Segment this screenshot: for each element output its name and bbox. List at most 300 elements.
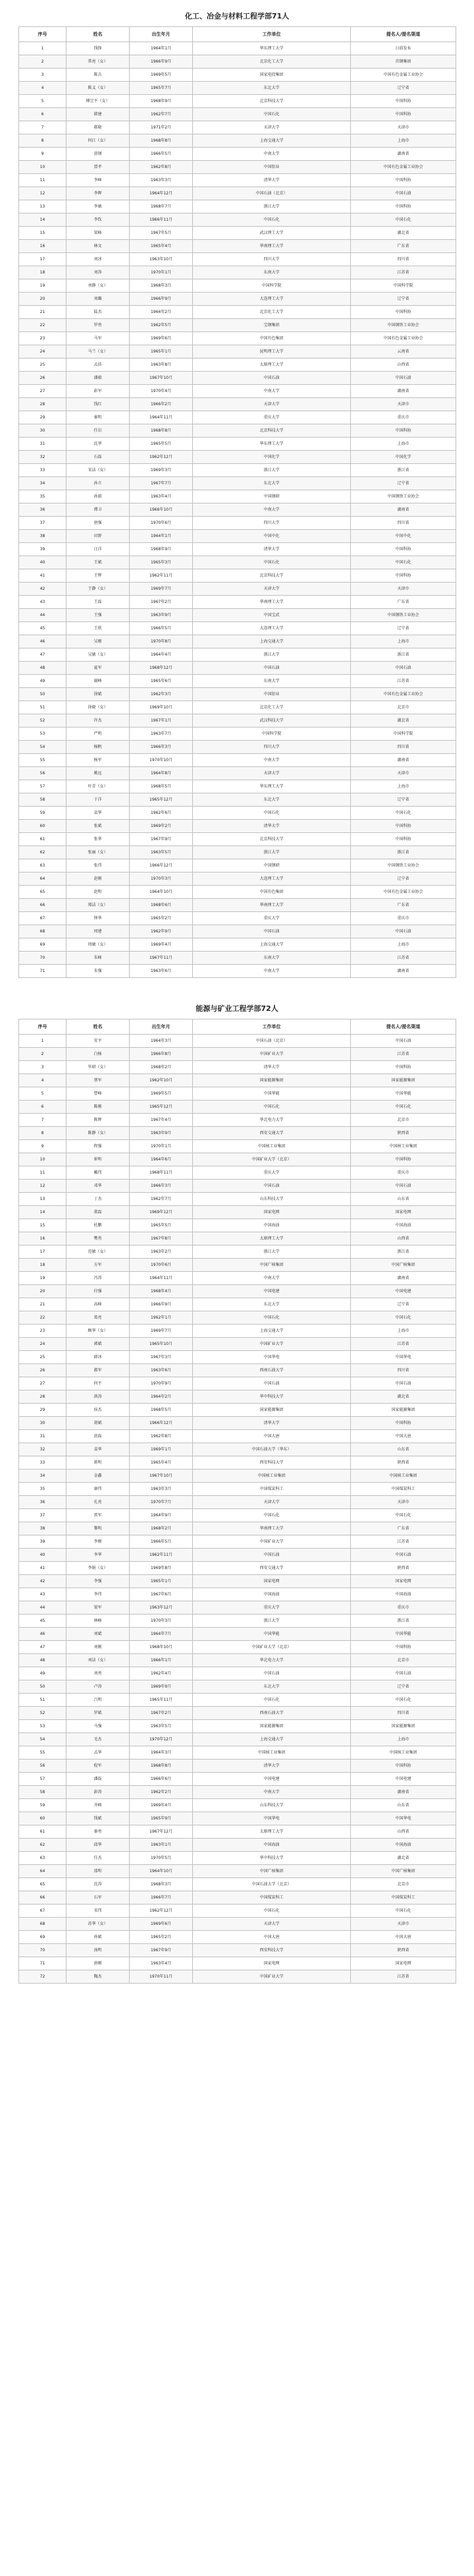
cell-birth: 1969年7月 <box>130 1325 193 1338</box>
table-row <box>19 780 456 793</box>
cell-index: 37 <box>19 517 66 530</box>
cell-index: 35 <box>19 490 66 503</box>
cell-name: 高峰 <box>66 1298 130 1311</box>
cell-nominator: 中国广核集团 <box>351 1259 456 1272</box>
cell-nominator: 广东省 <box>351 240 456 253</box>
cell-birth: 1966年12月 <box>130 1417 193 1430</box>
cell-employer: 中国华能 <box>193 1087 351 1101</box>
cell-name: 彭军 <box>66 385 130 398</box>
cell-nominator: 中国石化 <box>351 556 456 569</box>
cell-nominator: 中国科学院 <box>351 279 456 293</box>
cell-index: 18 <box>19 1259 66 1272</box>
cell-index: 9 <box>19 1140 66 1153</box>
cell-birth: 1963年1月 <box>130 1839 193 1852</box>
cell-name: 王斌 <box>66 556 130 569</box>
cell-birth: 1967年11月 <box>130 952 193 965</box>
cell-nominator: 中国科协 <box>351 95 456 108</box>
table-row <box>19 1443 456 1456</box>
cell-employer: 中国石化 <box>193 214 351 227</box>
cell-index: 68 <box>19 925 66 938</box>
table-row <box>19 1733 456 1746</box>
cell-birth: 1969年4月 <box>130 1799 193 1812</box>
cell-nominator: 江苏省 <box>351 266 456 279</box>
cell-birth: 1962年4月 <box>130 1667 193 1680</box>
cell-employer: 中国核工业集团 <box>193 1140 351 1153</box>
cell-name: 金鑫 <box>66 1470 130 1483</box>
table-row <box>19 583 456 596</box>
cell-index: 61 <box>19 1825 66 1839</box>
cell-birth: 1964年9月 <box>130 1509 193 1522</box>
cell-index: 33 <box>19 464 66 477</box>
cell-index: 48 <box>19 662 66 675</box>
table-row <box>19 411 456 424</box>
cell-employer: 中国钢研 <box>193 490 351 503</box>
cell-index: 40 <box>19 1549 66 1562</box>
header-employer: 工作单位 <box>193 1019 351 1035</box>
cell-name: 李娟（女） <box>66 1562 130 1575</box>
cell-name: 顾华（女） <box>66 1325 130 1338</box>
cell-nominator: 中国钢铁工业协会 <box>351 319 456 332</box>
cell-index: 14 <box>19 214 66 227</box>
cell-nominator: 湖南省 <box>351 503 456 517</box>
table-row <box>19 1588 456 1601</box>
cell-birth: 1963年7月 <box>130 728 193 741</box>
cell-employer: 中国石化 <box>193 1509 351 1522</box>
cell-name: 孙斌 <box>66 1931 130 1944</box>
cell-name: 孙立 <box>66 477 130 490</box>
cell-index: 59 <box>19 1799 66 1812</box>
cell-employer: 太原理工大学 <box>193 358 351 372</box>
cell-nominator: 中国海油 <box>351 1219 456 1232</box>
cell-employer: 清华大学 <box>193 1760 351 1773</box>
cell-index: 35 <box>19 1483 66 1496</box>
cell-name: 彭涛 <box>66 1786 130 1799</box>
cell-index: 21 <box>19 306 66 319</box>
cell-birth: 1965年2月 <box>130 1931 193 1944</box>
cell-name: 康伟 <box>66 1483 130 1496</box>
cell-nominator: 中国石化 <box>351 1509 456 1522</box>
cell-nominator: 国家能源集团 <box>351 1720 456 1733</box>
cell-index: 58 <box>19 1786 66 1799</box>
cell-employer: 宝钢集团 <box>193 319 351 332</box>
cell-birth: 1968年2月 <box>130 1061 193 1074</box>
cell-nominator: 中国石油 <box>351 1667 456 1680</box>
cell-nominator: 湖北省 <box>351 227 456 240</box>
cell-nominator: 重庆市 <box>351 1601 456 1615</box>
cell-index: 59 <box>19 807 66 820</box>
header-name: 姓名 <box>66 27 130 42</box>
cell-nominator: 辽宁省 <box>351 1680 456 1694</box>
cell-employer: 中国华电 <box>193 1812 351 1825</box>
cell-name: 沈华 <box>66 438 130 451</box>
cell-nominator: 中国石油 <box>351 372 456 385</box>
table-row <box>19 451 456 464</box>
cell-index: 54 <box>19 1733 66 1746</box>
cell-name: 钟华 <box>66 912 130 925</box>
cell-index: 54 <box>19 741 66 754</box>
cell-name: 朱强 <box>66 965 130 978</box>
cell-birth: 1969年4月 <box>130 938 193 952</box>
cell-name: 孙毅 <box>66 490 130 503</box>
cell-employer: 清华大学 <box>193 1061 351 1074</box>
cell-employer: 中南大学 <box>193 1786 351 1799</box>
cell-name: 毕研（女） <box>66 1061 130 1074</box>
cell-employer: 西安科技大学 <box>193 1944 351 1957</box>
cell-nominator: 山西省 <box>351 1232 456 1245</box>
cell-index: 45 <box>19 622 66 635</box>
cell-employer: 东北大学 <box>193 793 351 807</box>
cell-birth: 1963年8月 <box>130 358 193 372</box>
header-employer: 工作单位 <box>193 27 351 42</box>
table-row <box>19 55 456 69</box>
cell-nominator: 湖南省 <box>351 385 456 398</box>
cell-employer: 西安交通大学 <box>193 1127 351 1140</box>
cell-nominator: 天津市 <box>351 121 456 134</box>
cell-birth: 1964年8月 <box>130 767 193 780</box>
cell-nominator: 江苏省 <box>351 1970 456 1984</box>
cell-index: 4 <box>19 82 66 95</box>
cell-name: 卢涛 <box>66 1680 130 1694</box>
table-row <box>19 1087 456 1101</box>
table-row <box>19 306 456 319</box>
cell-index: 62 <box>19 846 66 859</box>
cell-index: 26 <box>19 372 66 385</box>
cell-birth: 1968年7月 <box>130 200 193 214</box>
cell-index: 22 <box>19 1311 66 1325</box>
table-row <box>19 1035 456 1048</box>
cell-employer: 中国广核集团 <box>193 1865 351 1878</box>
cell-index: 51 <box>19 701 66 714</box>
cell-employer: 山东科技大学 <box>193 1193 351 1206</box>
table-row <box>19 1101 456 1114</box>
cell-employer: 武汉科技大学 <box>193 714 351 728</box>
table-row <box>19 1918 456 1931</box>
cell-birth: 1965年4月 <box>130 240 193 253</box>
cell-birth: 1968年5月 <box>130 780 193 793</box>
cell-name: 罗勇 <box>66 319 130 332</box>
cell-birth: 1965年2月 <box>130 912 193 925</box>
cell-index: 55 <box>19 1746 66 1760</box>
cell-nominator: 中国电建 <box>351 1773 456 1786</box>
cell-nominator: 中国煤炭科工 <box>351 1483 456 1496</box>
cell-employer: 中国石油 <box>193 372 351 385</box>
cell-employer: 中国有色集团 <box>193 332 351 345</box>
cell-birth: 1965年4月 <box>130 1456 193 1470</box>
cell-name: 李晖 <box>66 187 130 200</box>
cell-birth: 1966年3月 <box>130 741 193 754</box>
cell-index: 67 <box>19 1904 66 1918</box>
cell-index: 36 <box>19 503 66 517</box>
cell-birth: 1967年10月 <box>130 1470 193 1483</box>
cell-employer: 中国海油 <box>193 1219 351 1232</box>
cell-nominator: 陕西省 <box>351 1562 456 1575</box>
table-row <box>19 358 456 372</box>
cell-birth: 1967年1月 <box>130 714 193 728</box>
cell-employer: 西南石油大学 <box>193 1364 351 1377</box>
cell-nominator: 中国海油 <box>351 1839 456 1852</box>
cell-birth: 1966年1月 <box>130 1654 193 1667</box>
cell-nominator: 辽宁省 <box>351 1298 456 1311</box>
cell-nominator: 中国有色金属工业协会 <box>351 886 456 899</box>
table-row <box>19 1377 456 1390</box>
cell-name: 罗斌 <box>66 1707 130 1720</box>
cell-name: 刘斌 <box>66 1628 130 1641</box>
header-index: 序号 <box>19 27 66 42</box>
table-row <box>19 886 456 899</box>
cell-birth: 1964年7月 <box>130 1628 193 1641</box>
cell-name: 倪军 <box>66 1760 130 1773</box>
cell-employer: 中国中化 <box>193 530 351 543</box>
cell-nominator: 湖北省 <box>351 1390 456 1404</box>
cell-birth: 1968年8月 <box>130 1760 193 1773</box>
table-row <box>19 266 456 279</box>
cell-index: 47 <box>19 648 66 662</box>
cell-index: 60 <box>19 1812 66 1825</box>
cell-index: 47 <box>19 1641 66 1654</box>
table-row <box>19 556 456 569</box>
cell-name: 常亮（女） <box>66 55 130 69</box>
cell-name: 林峰 <box>66 1615 130 1628</box>
cell-name: 白杨 <box>66 1048 130 1061</box>
cell-index: 40 <box>19 556 66 569</box>
cell-nominator: 中国华电 <box>351 1351 456 1364</box>
cell-name: 丁杰 <box>66 1193 130 1206</box>
cell-nominator: 湖南省 <box>351 1786 456 1799</box>
cell-employer: 清华大学 <box>193 820 351 833</box>
cell-employer: 清华大学 <box>193 1417 351 1430</box>
table-row <box>19 1351 456 1364</box>
cell-employer: 重庆大学 <box>193 1166 351 1180</box>
cell-nominator: 广东省 <box>351 596 456 609</box>
cell-birth: 1965年3月 <box>130 556 193 569</box>
cell-employer: 华中科技大学 <box>193 1390 351 1404</box>
cell-name: 李华 <box>66 1549 130 1562</box>
cell-nominator: 山东省 <box>351 1799 456 1812</box>
cell-index: 30 <box>19 424 66 438</box>
cell-birth: 1964年11月 <box>130 411 193 424</box>
cell-index: 63 <box>19 1852 66 1865</box>
cell-birth: 1967年8月 <box>130 1232 193 1245</box>
cell-index: 1 <box>19 1035 66 1048</box>
cell-birth: 1968年9月 <box>130 543 193 556</box>
cell-nominator: 浙江省 <box>351 1615 456 1628</box>
cell-nominator: 湖南省 <box>351 148 456 161</box>
table-row <box>19 253 456 266</box>
cell-nominator: 中国广核集团 <box>351 1865 456 1878</box>
table-row <box>19 635 456 648</box>
cell-index: 5 <box>19 1087 66 1101</box>
cell-name: 钱斌 <box>66 1812 130 1825</box>
cell-index: 46 <box>19 1628 66 1641</box>
cell-employer: 重庆大学 <box>193 411 351 424</box>
table-row <box>19 1825 456 1839</box>
cell-name: 徐斌 <box>66 688 130 701</box>
table-row <box>19 912 456 925</box>
cell-employer: 东南大学 <box>193 952 351 965</box>
cell-nominator: 国家电网 <box>351 1957 456 1970</box>
cell-birth: 1964年1月 <box>130 530 193 543</box>
cell-name: 戴伟 <box>66 1166 130 1180</box>
table-row <box>19 1180 456 1193</box>
cell-index: 36 <box>19 1496 66 1509</box>
cell-nominator: 天津市 <box>351 1918 456 1931</box>
cell-index: 24 <box>19 345 66 358</box>
cell-birth: 1962年12月 <box>130 1904 193 1918</box>
cell-name: 孟华 <box>66 1746 130 1760</box>
table-row <box>19 1430 456 1443</box>
cell-name: 潘毅 <box>66 372 130 385</box>
cell-name: 袁华 <box>66 807 130 820</box>
cell-birth: 1969年5月 <box>130 69 193 82</box>
cell-employer: 中国石化 <box>193 108 351 121</box>
cell-nominator: 中国石油 <box>351 1035 456 1048</box>
table-row <box>19 1654 456 1667</box>
cell-name: 李伟 <box>66 1588 130 1601</box>
cell-index: 20 <box>19 1285 66 1298</box>
table-row <box>19 1404 456 1417</box>
cell-employer: 中国矿业大学（北京） <box>193 1641 351 1654</box>
cell-employer: 华东理工大学 <box>193 780 351 793</box>
cell-employer: 华南理工大学 <box>193 899 351 912</box>
cell-index: 23 <box>19 1325 66 1338</box>
cell-employer: 国家电网 <box>193 1575 351 1588</box>
cell-employer: 天津大学 <box>193 398 351 411</box>
cell-employer: 华东理工大学 <box>193 438 351 451</box>
cell-name: 秦勇 <box>66 1825 130 1839</box>
cell-nominator: 首钢集团 <box>351 55 456 69</box>
cell-nominator: 四川省 <box>351 741 456 754</box>
table-row <box>19 293 456 306</box>
table-row <box>19 1390 456 1404</box>
cell-birth: 1967年9月 <box>130 1944 193 1957</box>
cell-name: 刘洁（女） <box>66 1654 130 1667</box>
cell-employer: 中国石化 <box>193 1694 351 1707</box>
cell-birth: 1965年12月 <box>130 793 193 807</box>
cell-name: 郑洁（女） <box>66 899 130 912</box>
cell-name: 郝军 <box>66 1364 130 1377</box>
cell-nominator: 辽宁省 <box>351 293 456 306</box>
cell-name: 孟浩 <box>66 358 130 372</box>
cell-nominator: 中国大唐 <box>351 1430 456 1443</box>
cell-employer: 西南石油大学 <box>193 1707 351 1720</box>
cell-nominator: 国家能源集团 <box>351 1404 456 1417</box>
cell-birth: 1963年5月 <box>130 1720 193 1733</box>
cell-nominator: 中国煤炭科工 <box>351 1891 456 1904</box>
cell-index: 11 <box>19 174 66 187</box>
cell-birth: 1969年9月 <box>130 1680 193 1694</box>
cell-nominator: 中国核工业集团 <box>351 1746 456 1760</box>
cell-name: 刘勇 <box>66 1667 130 1680</box>
cell-index: 44 <box>19 1601 66 1615</box>
cell-name: 傅昱平（女） <box>66 95 130 108</box>
table-row <box>19 148 456 161</box>
header-birth: 出生年月 <box>130 27 193 42</box>
cell-name: 吕明 <box>66 1694 130 1707</box>
table-row <box>19 1720 456 1733</box>
cell-employer: 中国科学院 <box>193 279 351 293</box>
cell-employer: 国家能源集团 <box>193 1404 351 1417</box>
cell-index: 26 <box>19 1364 66 1377</box>
cell-index: 61 <box>19 833 66 846</box>
table-row <box>19 69 456 82</box>
cell-employer: 中国石油 <box>193 1377 351 1390</box>
cell-nominator: 四川省 <box>351 517 456 530</box>
cell-employer: 中国石油（北京） <box>193 187 351 200</box>
table-row <box>19 1114 456 1127</box>
cell-birth: 1964年2月 <box>130 306 193 319</box>
table-row <box>19 1311 456 1325</box>
cell-birth: 1969年5月 <box>130 1087 193 1101</box>
cell-index: 37 <box>19 1509 66 1522</box>
cell-name: 董磊 <box>66 1206 130 1219</box>
cell-nominator: 陕西省 <box>351 1127 456 1140</box>
cell-employer: 中国石化 <box>193 1311 351 1325</box>
cell-index: 16 <box>19 1232 66 1245</box>
cell-birth: 1966年2月 <box>130 398 193 411</box>
cell-index: 22 <box>19 319 66 332</box>
table-row <box>19 1773 456 1786</box>
cell-employer: 四川大学 <box>193 517 351 530</box>
cell-employer: 北京科技大学 <box>193 95 351 108</box>
cell-birth: 1969年10月 <box>130 701 193 714</box>
cell-name: 许杰 <box>66 714 130 728</box>
table-row <box>19 1127 456 1140</box>
cell-index: 49 <box>19 675 66 688</box>
cell-name: 刘涛 <box>66 266 130 279</box>
header-name: 姓名 <box>66 1019 130 1035</box>
cell-nominator: 山东省 <box>351 1193 456 1206</box>
cell-employer: 国家电网 <box>193 1206 351 1219</box>
cell-birth: 1966年12月 <box>130 859 193 873</box>
cell-employer: 中国石油 <box>193 1180 351 1193</box>
cell-name: 王强 <box>66 609 130 622</box>
cell-nominator: 中国石化 <box>351 807 456 820</box>
cell-birth: 1966年5月 <box>130 622 193 635</box>
cell-birth: 1962年11月 <box>130 569 193 583</box>
cell-index: 8 <box>19 134 66 148</box>
cell-birth: 1962年10月 <box>130 1074 193 1087</box>
cell-birth: 1970年10月 <box>130 754 193 767</box>
cell-nominator: 中国科协 <box>351 543 456 556</box>
cell-index: 67 <box>19 912 66 925</box>
cell-nominator: 江苏省 <box>351 1338 456 1351</box>
table-row <box>19 688 456 701</box>
cell-nominator: 浙江省 <box>351 464 456 477</box>
cell-birth: 1967年6月 <box>130 1588 193 1601</box>
cell-nominator: 天津市 <box>351 583 456 596</box>
cell-nominator: 广东省 <box>351 899 456 912</box>
cell-nominator: 重庆市 <box>351 411 456 424</box>
cell-nominator: 江苏省 <box>351 952 456 965</box>
cell-name: 刘冰 <box>66 253 130 266</box>
cell-name: 李强 <box>66 1575 130 1588</box>
cell-employer: 中国石油 <box>193 1667 351 1680</box>
cell-index: 23 <box>19 332 66 345</box>
cell-birth: 1962年5月 <box>130 319 193 332</box>
cell-name: 陈义（女） <box>66 82 130 95</box>
cell-employer: 浙江大学 <box>193 1245 351 1259</box>
candidate-table-energy <box>18 1019 456 1984</box>
cell-nominator: 广东省 <box>351 1522 456 1535</box>
cell-employer: 国家能源集团 <box>193 1074 351 1087</box>
cell-nominator: 中国科协 <box>351 1153 456 1166</box>
cell-index: 27 <box>19 385 66 398</box>
cell-birth: 1969年12月 <box>130 1206 193 1219</box>
table-row <box>19 1074 456 1087</box>
cell-employer: 中国华电 <box>193 1351 351 1364</box>
cell-name: 刘刚 <box>66 1641 130 1654</box>
cell-employer: 中国石化 <box>193 807 351 820</box>
